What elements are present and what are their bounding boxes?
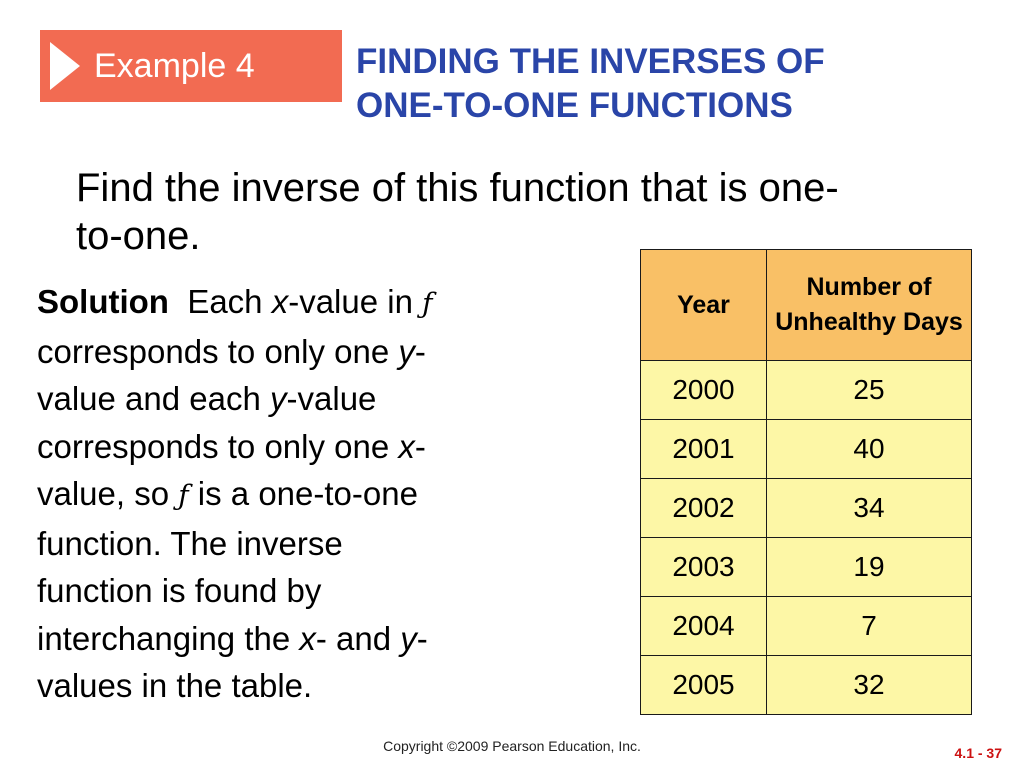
year-cell: 2001 [641, 420, 767, 479]
text-span: Each [187, 283, 272, 320]
example-label: Example 4 [94, 46, 255, 85]
example-badge [40, 30, 342, 102]
days-cell: 25 [767, 361, 972, 420]
table-row [641, 479, 972, 538]
function-f: ƒ [178, 479, 189, 512]
solution-line [37, 328, 537, 376]
table-row [641, 361, 972, 420]
text-span: value and each [37, 380, 271, 417]
year-cell: 2003 [641, 538, 767, 597]
intro-line-1: Find the inverse of this function that is one- [76, 166, 839, 210]
solution-line [37, 423, 537, 471]
intro-text [76, 164, 956, 260]
solution-line: function is found by [37, 572, 322, 609]
column-header-unhealthy-days: Number of Unhealthy Days [767, 250, 972, 361]
function-table [640, 249, 972, 715]
text-span: - and [315, 619, 401, 657]
solution-line [37, 615, 537, 663]
text-span: value, so [37, 475, 179, 512]
text-span: interchanging the [37, 619, 300, 657]
title-line-1: FINDING THE INVERSES OF [356, 42, 825, 81]
solution-line [37, 278, 537, 328]
table-row [641, 420, 972, 479]
days-cell: 7 [767, 597, 972, 656]
table-row [641, 656, 972, 715]
days-cell: 19 [767, 538, 972, 597]
variable-y: y [270, 380, 287, 417]
text-span: is a one-to-one [188, 475, 418, 512]
column-header-year: Year [641, 250, 767, 361]
text-span: -value in [288, 283, 423, 320]
text-span: - [414, 332, 426, 370]
solution-line: function. The inverse [37, 524, 343, 562]
solution-line [37, 375, 537, 423]
year-cell: 2005 [641, 656, 767, 715]
intro-line-2: to-one. [76, 214, 201, 258]
table-row [641, 597, 972, 656]
text-span: corresponds to only one [37, 427, 399, 465]
copyright-notice: Copyright ©2009 Pearson Education, Inc. [383, 738, 641, 754]
variable-x: x [398, 427, 415, 465]
text-span: corresponds to only one [37, 332, 399, 370]
days-cell: 34 [767, 479, 972, 538]
year-cell: 2004 [641, 597, 767, 656]
table-row [641, 538, 972, 597]
solution-paragraph [37, 278, 537, 710]
title-line-2: ONE-TO-ONE FUNCTIONS [356, 86, 793, 125]
function-f: ƒ [422, 287, 433, 320]
text-span: - [414, 427, 426, 465]
variable-x: x [299, 619, 316, 657]
year-cell: 2000 [641, 361, 767, 420]
solution-heading: Solution [37, 283, 169, 320]
text-span: - [416, 619, 428, 657]
page-number: 4.1 - 37 [954, 745, 1002, 761]
variable-y: y [400, 619, 417, 657]
solution-line: values in the table. [37, 667, 313, 704]
table-header-row [641, 250, 972, 361]
solution-line [37, 470, 537, 520]
days-cell: 40 [767, 420, 972, 479]
year-cell: 2002 [641, 479, 767, 538]
arrow-right-icon [50, 42, 80, 90]
slide-title [356, 40, 1016, 128]
variable-y: y [398, 332, 415, 370]
variable-x: x [271, 283, 289, 320]
days-cell: 32 [767, 656, 972, 715]
text-span: -value [286, 380, 377, 417]
